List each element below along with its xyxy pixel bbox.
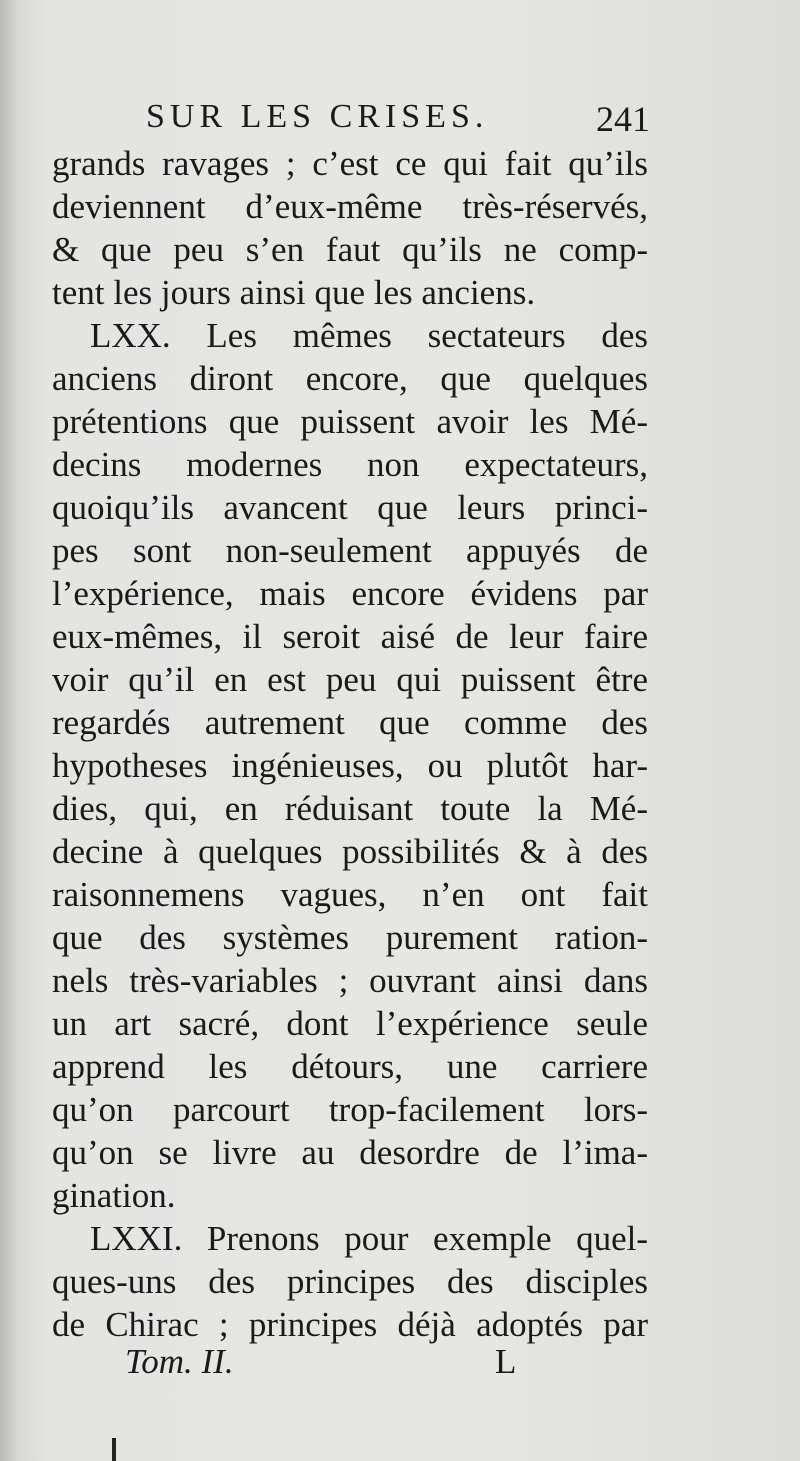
- bleed-through-mark: [112, 1438, 116, 1461]
- text-line: hypotheses ingénieuses, ou plutôt har-: [52, 746, 648, 785]
- text-line: qu’on se livre au desordre de l’ima-: [52, 1133, 648, 1172]
- page-gutter: [0, 0, 18, 1461]
- running-head-title: SUR LES CRISES.: [146, 98, 489, 135]
- text-line: decins modernes non expectateurs,: [52, 445, 648, 484]
- text-line: que des systèmes purement ration-: [52, 918, 648, 957]
- body-text: [52, 142, 648, 1346]
- paragraph-lxx-start: LXX. Les mêmes sectateurs des: [90, 316, 648, 355]
- text-line: gination.: [52, 1176, 176, 1215]
- text-line: eux-mêmes, il seroit aisé de leur faire: [52, 617, 648, 656]
- text-line: nels très-variables ; ouvrant ainsi dans: [52, 961, 648, 1000]
- paragraph-lxxi-start: LXXI. Prenons pour exemple quel-: [90, 1219, 648, 1258]
- text-line: quoiqu’ils avancent que leurs princi-: [52, 488, 648, 527]
- running-head: [140, 98, 660, 144]
- text-line: decine à quelques possibilités & à des: [52, 832, 648, 871]
- text-line: raisonnemens vagues, n’en ont fait: [52, 875, 648, 914]
- text-line: un art sacré, dont l’expérience seule: [52, 1004, 648, 1043]
- text-line: l’expérience, mais encore évidens par: [52, 574, 648, 613]
- text-line: deviennent d’eux-même très-réservés,: [52, 187, 648, 226]
- text-line: apprend les détours, une carriere: [52, 1047, 648, 1086]
- text-line: tent les jours ainsi que les anciens.: [52, 273, 536, 312]
- text-line: prétentions que puissent avoir les Mé-: [52, 402, 648, 441]
- text-line: dies, qui, en réduisant toute la Mé-: [52, 789, 648, 828]
- text-line: voir qu’il en est peu qui puissent être: [52, 660, 648, 699]
- text-line: pes sont non-seulement appuyés de: [52, 531, 648, 570]
- text-line: regardés autrement que comme des: [52, 703, 648, 742]
- text-line: anciens diront encore, que quelques: [52, 359, 648, 398]
- text-line: & que peu s’en faut qu’ils ne comp-: [52, 230, 648, 269]
- text-line: ques-uns des principes des disciples: [52, 1262, 648, 1301]
- text-line: qu’on parcourt trop-facilement lors-: [52, 1090, 648, 1129]
- gathering-signature: L: [495, 1342, 517, 1381]
- text-line: de Chirac ; principes déjà adoptés par: [52, 1305, 648, 1344]
- page-number: 241: [596, 99, 650, 139]
- volume-signature: Tom. II.: [125, 1342, 234, 1381]
- text-line: grands ravages ; c’est ce qui fait qu’ils: [52, 144, 648, 183]
- page-footer: [125, 1342, 545, 1386]
